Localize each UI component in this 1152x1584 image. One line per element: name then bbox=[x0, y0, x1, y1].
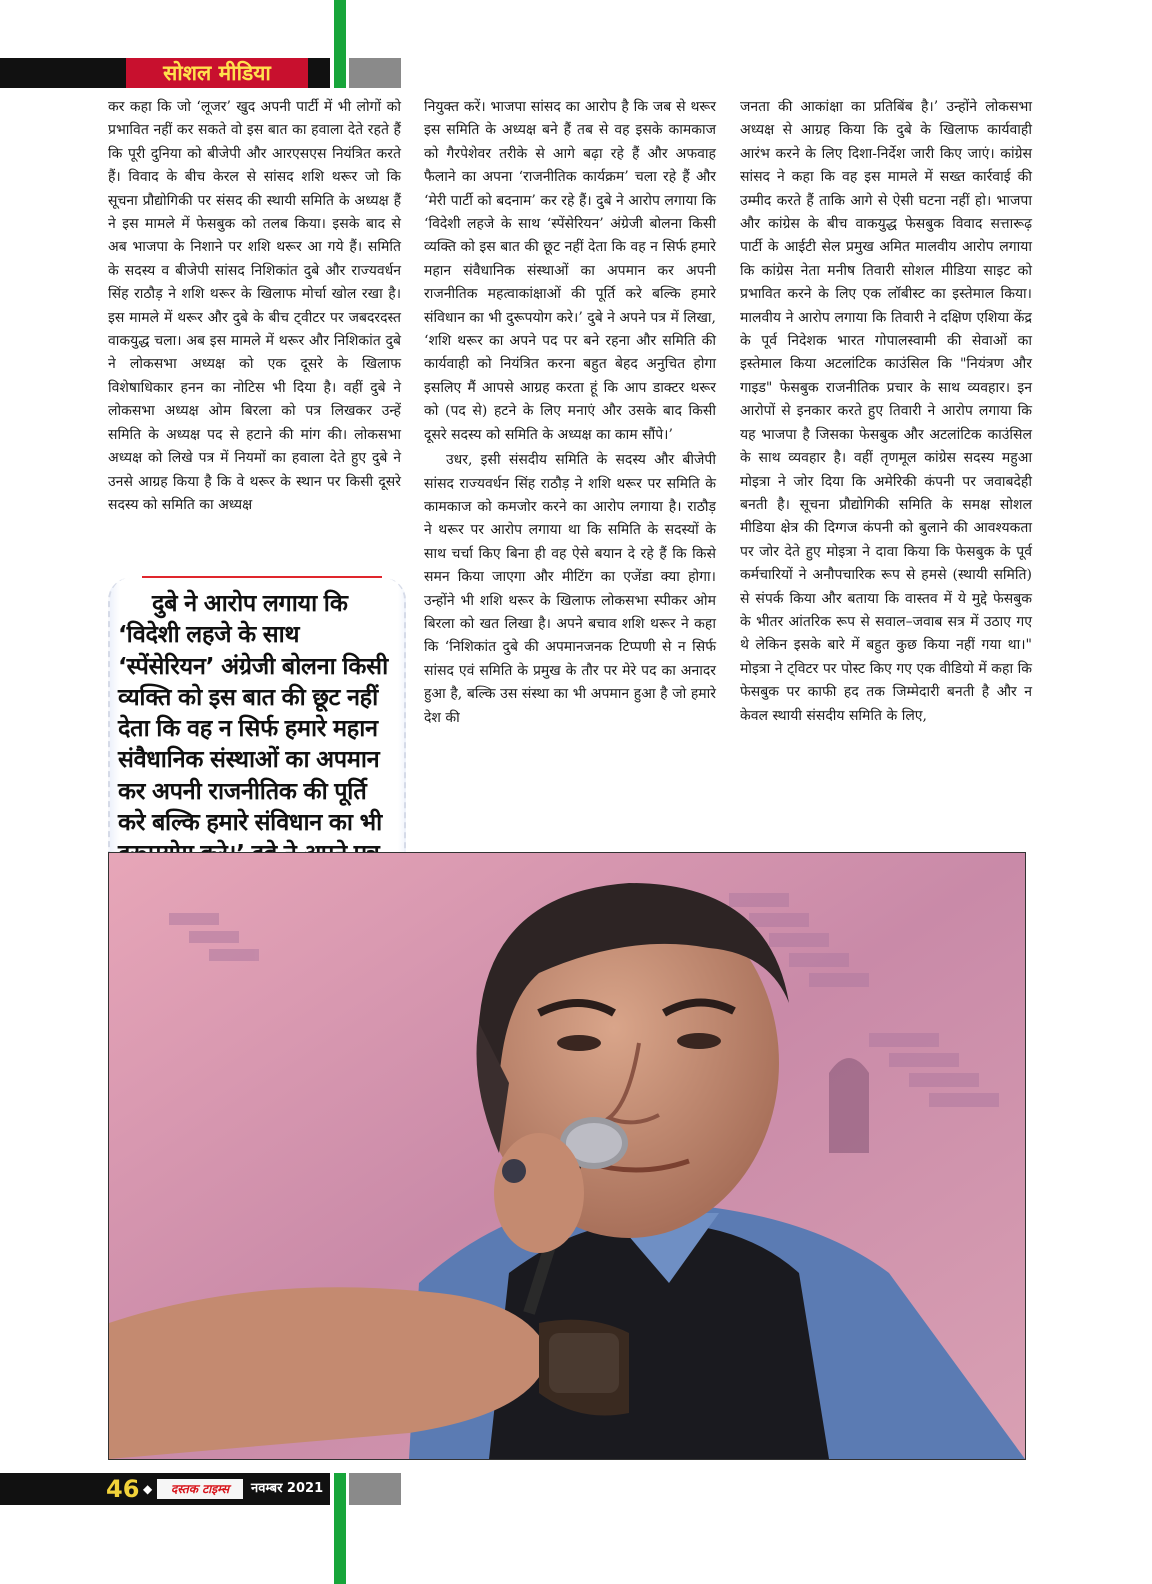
column2-paragraph-2: उधर, इसी संसदीय समिति के सदस्य और बीजेपी सांसद राज्यवर्धन सिंह राठौड़ ने शशि थरूर पर समिति के कामकाज को कमजोर करने का आरोप लगाया है। राठौड़ ने थरूर पर आरोप लगाया था कि समिति के सदस्यों के साथ चर्चा किए बिना ही वह ऐसे बयान दे रहे हैं कि किसे समन किया जाएगा और मीटिंग का एजेंडा क्या होगा। उन्होंने भी शशि थरूर के खिलाफ लोकसभा स्पीकर ओम बिरला को खत लिखा है। अपने बचाव शशि थरूर ने कहा कि ‘निशिकांत दुबे की अपमानजनक टिप्पणी से न सिर्फ सांसद एवं समिति के प्रमुख के तौर पर मेरे पद का अनादर हुआ है, बल्कि उस संस्था का भी अपमान हुआ है जो हमारे देश की bbox=[424, 452, 716, 726]
footer-diamond-icon: ◆ bbox=[143, 1482, 153, 1496]
bottom-green-divider bbox=[334, 1473, 346, 1584]
issue-date: नवम्बर 2021 bbox=[251, 1481, 324, 1496]
bottom-gray-block bbox=[349, 1473, 401, 1505]
article-column-2 bbox=[424, 96, 716, 730]
section-label: सोशल मीडिया bbox=[126, 58, 308, 88]
column3-paragraph: जनता की आकांक्षा का प्रतिबिंब है।’ उन्होंने लोकसभा अध्यक्ष से आग्रह किया कि दुबे के खिलाफ कार्यवाही आरंभ करने के लिए दिशा-निर्देश जारी किए जाएं। कांग्रेस सांसद ने कहा कि वह इस मामले में सख्त कार्रवाई की उम्मीद करते हैं ताकि आगे से ऐसी घटना नहीं हो। भाजपा और कांग्रेस के बीच वाकयुद्ध फेसबुक विवाद सत्तारूढ़ पार्टी के आईटी सेल प्रमुख अमित मालवीय आरोप लगाया कि कांग्रेस नेता मनीष तिवारी सोशल मीडिया साइट को प्रभावित करने के लिए एक लॉबीस्ट का इस्तेमाल किया। मालवीय ने आरोप लगाया कि तिवारी ने दक्षिण एशिया केंद्र के पूर्व निदेशक भारत गोपालस्वामी की सेवाओं का इस्तेमाल किया अटलांटिक काउंसिल कि "नियंत्रण और गाइड" फेसबुक राजनीतिक प्रचार के साथ व्यवहार। इन आरोपों से इनकार करते हुए तिवारी ने आरोप लगाया कि यह भाजपा है जिसका फेसबुक और अटलांटिक काउंसिल के साथ व्यवहार है। वहीं तृणमूल कांग्रेस सदस्य महुआ मोइत्रा ने जोर दिया कि अमेरिकी कंपनी पर जवाबदेही बनती है। सूचना प्रौद्योगिकी समिति के समक्ष सोशल मीडिया क्षेत्र की दिग्गज कंपनी को बुलाने की आवश्यकता पर जोर देते हुए मोइत्रा ने दावा किया कि फेसबुक के पूर्व कर्मचारियों ने अनौपचारिक रूप से हमसे (स्थायी समिति) से संपर्क किया और बताया कि वास्तव में ये मुद्दे फेसबुक के भीतर आंतरिक रूप से सवाल–जवाब सत्र में उठाए गए थे लेकिन इसके बारे में बहुत कुछ किया नहीं गया था।" मोइत्रा ने ट्विटर पर पोस्ट किए गए एक वीडियो में कहा कि फेसबुक पर काफी हद तक जिम्मेदारी बनती है और न केवल स्थायी संसदीय समिति के लिए, bbox=[740, 99, 1032, 724]
article-column-1 bbox=[108, 96, 401, 517]
top-green-divider bbox=[334, 0, 346, 88]
column1-paragraph: कर कहा कि जो ‘लूजर’ खुद अपनी पार्टी में भी लोगों को प्रभावित नहीं कर सकते वो इस बात का हवाला देते रहते हैं कि पूरी दुनिया को बीजेपी और आरएसएस नियंत्रित करते हैं। विवाद के बीच केरल से सांसद शशि थरूर जो कि सूचना प्रौद्योगिकी पर संसद की स्थायी समिति के अध्यक्ष हैं ने इस मामले में फेसबुक को तलब किया। इसके बाद से अब भाजपा के निशाने पर शशि थरूर आ गये हैं। समिति के सदस्य व बीजेपी सांसद निशिकांत दुबे और राज्यवर्धन सिंह राठौड़ ने शशि थरूर के खिलाफ मोर्चा खोल रखा है। इस मामले में थरूर और दुबे के बीच ट्वीटर पर जबदरदस्त वाकयुद्ध चला। अब इस मामले में थरूर और निशिकांत दुबे ने लोकसभा अध्यक्ष को एक दूसरे के खिलाफ विशेषाधिकार हनन का नोटिस भी दिया है। वहीं दुबे ने लोकसभा अध्यक्ष ओम बिरला को पत्र लिखकर उन्हें समिति के अध्यक्ष पद से हटाने की मांग की। लोकसभा अध्यक्ष को लिखे पत्र में नियमों का हवाला देते हुए दुबे ने उनसे आग्रह किया है कि वे थरूर के स्थान पर किसी दूसरे सदस्य को समिति का अध्यक्ष bbox=[108, 99, 401, 513]
article-photo bbox=[108, 852, 1026, 1460]
page-number: 46 bbox=[106, 1475, 140, 1503]
pullquote-text: दुबे ने आरोप लगाया कि ‘विदेशी लहजे के साथ ‘स्पेंसेरियन’ अंग्रेजी बोलना किसी व्यक्ति को इस बात की छूट नहीं देता कि वह न सिर्फ हमारे महान संवैधानिक संस्थाओं का अपमान कर अपनी राजनीतिक की पूर्ति करे बल्कि हमारे संविधान का भी bbox=[118, 589, 388, 837]
article-column-3 bbox=[740, 96, 1032, 728]
column2-paragraph-1: नियुक्त करें। भाजपा सांसद का आरोप है कि जब से थरूर इस समिति के अध्यक्ष बने हैं तब से वह इसके कामकाज को गैरपेशेवर तरीके से आगे बढ़ा रहे हैं और अफवाह फैलाने का अपना ‘राजनीतिक कार्यक्रम’ चला रहे हैं और ‘मेरी पार्टी को बदनाम’ कर रहे हैं। दुबे ने आरोप लगाया कि ‘विदेशी लहजे के साथ ‘स्पेंसेरियन’ अंग्रेजी बोलना किसी व्यक्ति को इस बात की छूट नहीं देता कि वह न सिर्फ हमारे महान संवैधानिक संस्थाओं का अपमान कर अपनी राजनीतिक महत्वाकांक्षाओं की पूर्ति करे बल्कि हमारे संविधान का भी दुरूपयोग करे।’ दुबे ने अपने पत्र में लिखा, ‘शशि थरूर का अपने पद पर बने रहना और समिति की कार्यवाही को नियंत्रित करना बहुत बेहद अनुचित होगा इसलिए मैं आपसे आग्रह करता हूं कि आप डाक्टर थरूर को (पद से) हटने के लिए मनाएं और उसके बाद किसी दूसरे सदस्य को समिति के अध्यक्ष का काम सौंपे।’ bbox=[424, 99, 716, 443]
top-gray-block bbox=[349, 58, 401, 88]
magazine-logo: दस्तक टाइम्स bbox=[157, 1479, 243, 1499]
